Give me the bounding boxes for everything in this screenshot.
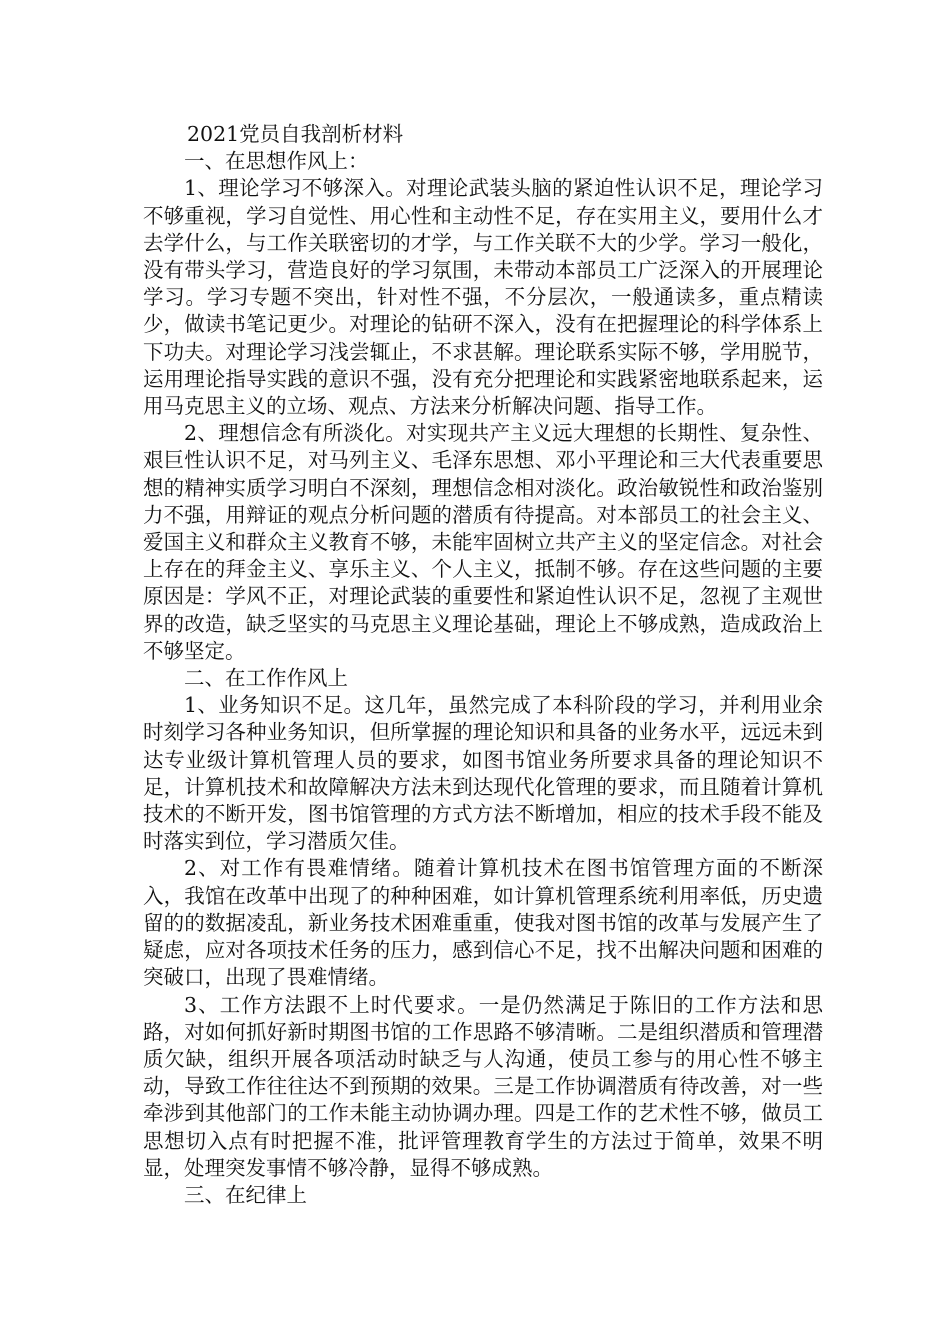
- paragraph-1-1: 1、理论学习不够深入。对理论武装头脑的紧迫性认识不足，理论学习不够重视，学习自觉性、用心性和主动性不足，存在实用主义，要用什么才去学什么，与工作关联密切的才学，与工作关联不大的少学。学习一般化，没有带头学习，营造良好的学习氛围，未带动本部员工广泛深入的开展理论学习。学习专题不突出，针对性不强，不分层次，一般通读多，重点精读少，做读书笔记更少。对理论的钻研不深入，没有在把握理论的科学体系上下功夫。对理论学习浅尝辄止，不求甚解。理论联系实际不够，学用脱节，运用理论指导实践的意识不强，没有充分把理论和实践紧密地联系起来，运用马克思主义的立场、观点、方法来分析解决问题、指导工作。: [143, 176, 823, 419]
- paragraph-2-3: 3、工作方法跟不上时代要求。一是仍然满足于陈旧的工作方法和思路，对如何抓好新时期图书馆的工作思路不够清晰。二是组织潜质和管理潜质欠缺，组织开展各项活动时缺乏与人沟通，使员工参与的用心性不够主动，导致工作往往达不到预期的效果。三是工作协调潜质有待改善，对一些牵涉到其他部门的工作未能主动协调办理。四是工作的艺术性不够，做员工思想切入点有时把握不准，批评管理教育学生的方法过于简单，效果不明显，处理突发事情不够冷静，显得不够成熟。: [143, 992, 823, 1180]
- document-body: [143, 121, 823, 1209]
- section-heading-1: 一、在思想作风上：: [184, 149, 369, 174]
- section-heading-3: 三、在纪律上: [184, 1182, 307, 1207]
- paragraph-2-1: 1、业务知识不足。这几年，虽然完成了本科阶段的学习，并利用业余时刻学习各种业务知识，但所掌握的理论知识和具备的业务水平，远远未到达专业级计算机管理人员的要求，如图书馆业务所要求具备的理论知识不足，计算机技术和故障解决方法未到达现代化管理的要求，而且随着计算机技术的不断开发，图书馆管理的方式方法不断增加，相应的技术手段不能及时落实到位，学习潜质欠佳。: [143, 693, 823, 854]
- document-title: 2021党员自我剖析材料: [187, 122, 404, 146]
- paragraph-2-2: 2、对工作有畏难情绪。随着计算机技术在图书馆管理方面的不断深入，我馆在改革中出现了的种种困难，如计算机管理系统利用率低，历史遗留的的数据凌乱，新业务技术困难重重，使我对图书馆的改革与发展产生了疑虑，应对各项技术任务的压力，感到信心不足，找不出解决问题和困难的突破口，出现了畏难情绪。: [143, 856, 823, 990]
- section-heading-2: 二、在工作作风上: [184, 666, 348, 691]
- paragraph-1-2: 2、理想信念有所淡化。对实现共产主义远大理想的长期性、复杂性、艰巨性认识不足，对马列主义、毛泽东思想、邓小平理论和三大代表重要思想的精神实质学习明白不深刻，理想信念相对淡化。政治敏锐性和政治鉴别力不强，用辩证的观点分析问题的潜质有待提高。对本部员工的社会主义、爱国主义和群众主义教育不够，未能牢固树立共产主义的坚定信念。对社会上存在的拜金主义、享乐主义、个人主义，抵制不够。存在这些问题的主要原因是：学风不正，对理论武装的重要性和紧迫性认识不足，忽视了主观世界的改造，缺乏坚实的马克思主义理论基础，理论上不够成熟，造成政治上不够坚定。: [143, 421, 823, 663]
